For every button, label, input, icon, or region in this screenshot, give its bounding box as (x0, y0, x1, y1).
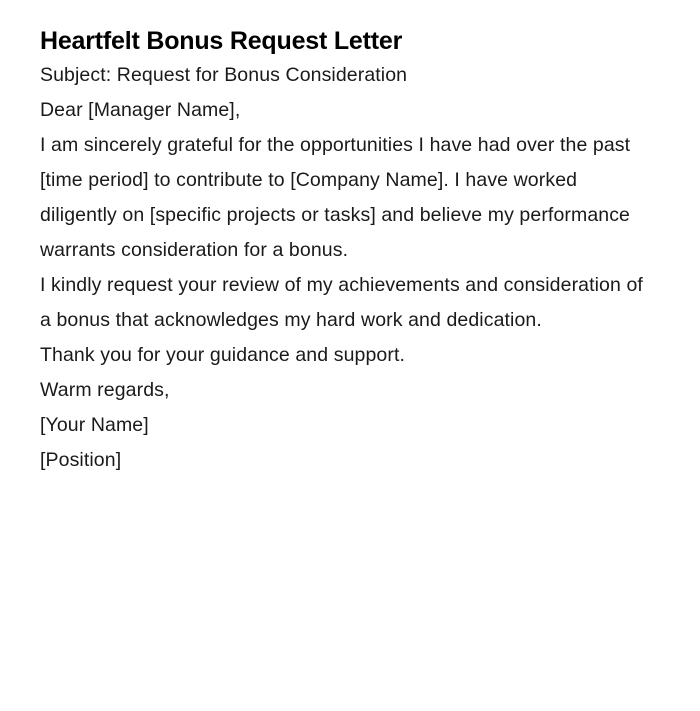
closing-line: Warm regards, (40, 379, 170, 401)
subject-line: Subject: Request for Bonus Consideration (40, 64, 408, 86)
salutation: Dear [Manager Name], (40, 99, 241, 121)
thank-you-line: Thank you for your guidance and support. (40, 344, 405, 366)
body-paragraph-2: I kindly request your review of my achievements and consideration of a bonus that acknowledges my hard work and dedication. (40, 274, 643, 331)
letter-title: Heartfelt Bonus Request Letter (40, 27, 403, 55)
body-paragraph-1: I am sincerely grateful for the opportunities I have had over the past [time period] to contribute to [Company Name]. I have worked diligently on [specific projects or tasks] and believe my performance warrants consideration for a bonus. (40, 134, 631, 261)
signature-name: [Your Name] (40, 414, 149, 436)
signature-position: [Position] (40, 449, 122, 471)
